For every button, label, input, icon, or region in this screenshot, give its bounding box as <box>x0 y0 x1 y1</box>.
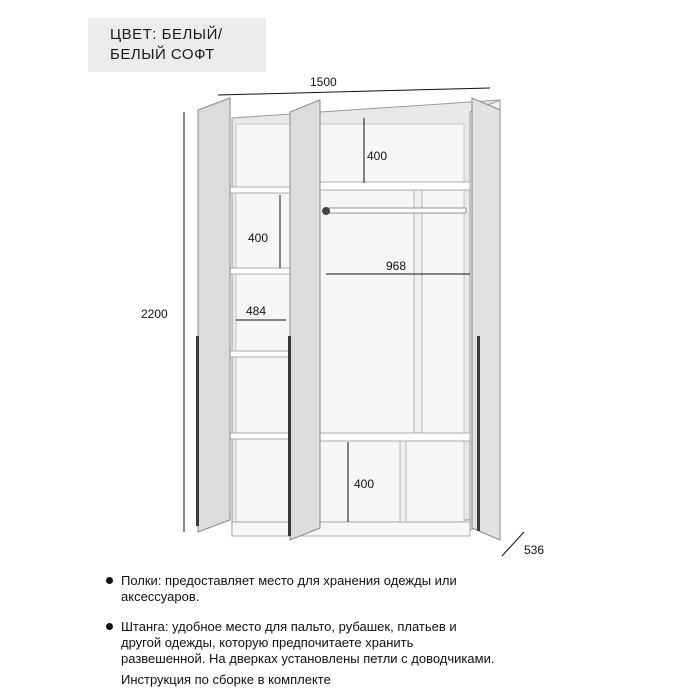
left-door <box>196 98 230 532</box>
bottom-gap-label: 400 <box>354 477 375 491</box>
assembly-note: Инструкция по сборке в комплекте <box>121 672 331 687</box>
color-label-line-1: ЦВЕТ: БЕЛЫЙ/ <box>110 26 223 43</box>
feature-rod <box>121 619 494 667</box>
feature-line: аксессуаров. <box>121 589 200 604</box>
left-shelf-gap-label: 400 <box>248 231 269 245</box>
height-label: 2200 <box>141 307 168 321</box>
wardrobe-carcass <box>226 100 500 536</box>
rod-length-label: 968 <box>386 259 407 273</box>
top-shelf-gap-label: 400 <box>367 149 388 163</box>
feature-line: развешенной. На дверках установлены петли с доводчиками. <box>121 651 495 666</box>
bullet-icon <box>106 623 113 630</box>
feature-shelves <box>121 573 457 605</box>
feature-line: Полки: предоставляет место для хранения одежды или <box>121 573 457 588</box>
feature-line: Штанга: удобное место для пальто, рубашек, платьев и <box>121 619 457 634</box>
depth-label: 536 <box>524 543 545 557</box>
middle-door <box>288 100 320 540</box>
width-label: 1500 <box>310 75 337 89</box>
right-door <box>472 98 500 540</box>
left-section-width-label: 484 <box>246 304 267 318</box>
feature-line: другой одежды, которую предпочитаете хранить <box>121 635 414 650</box>
color-label-line-2: БЕЛЫЙ СОФТ <box>110 46 215 63</box>
bullet-icon <box>106 577 113 584</box>
